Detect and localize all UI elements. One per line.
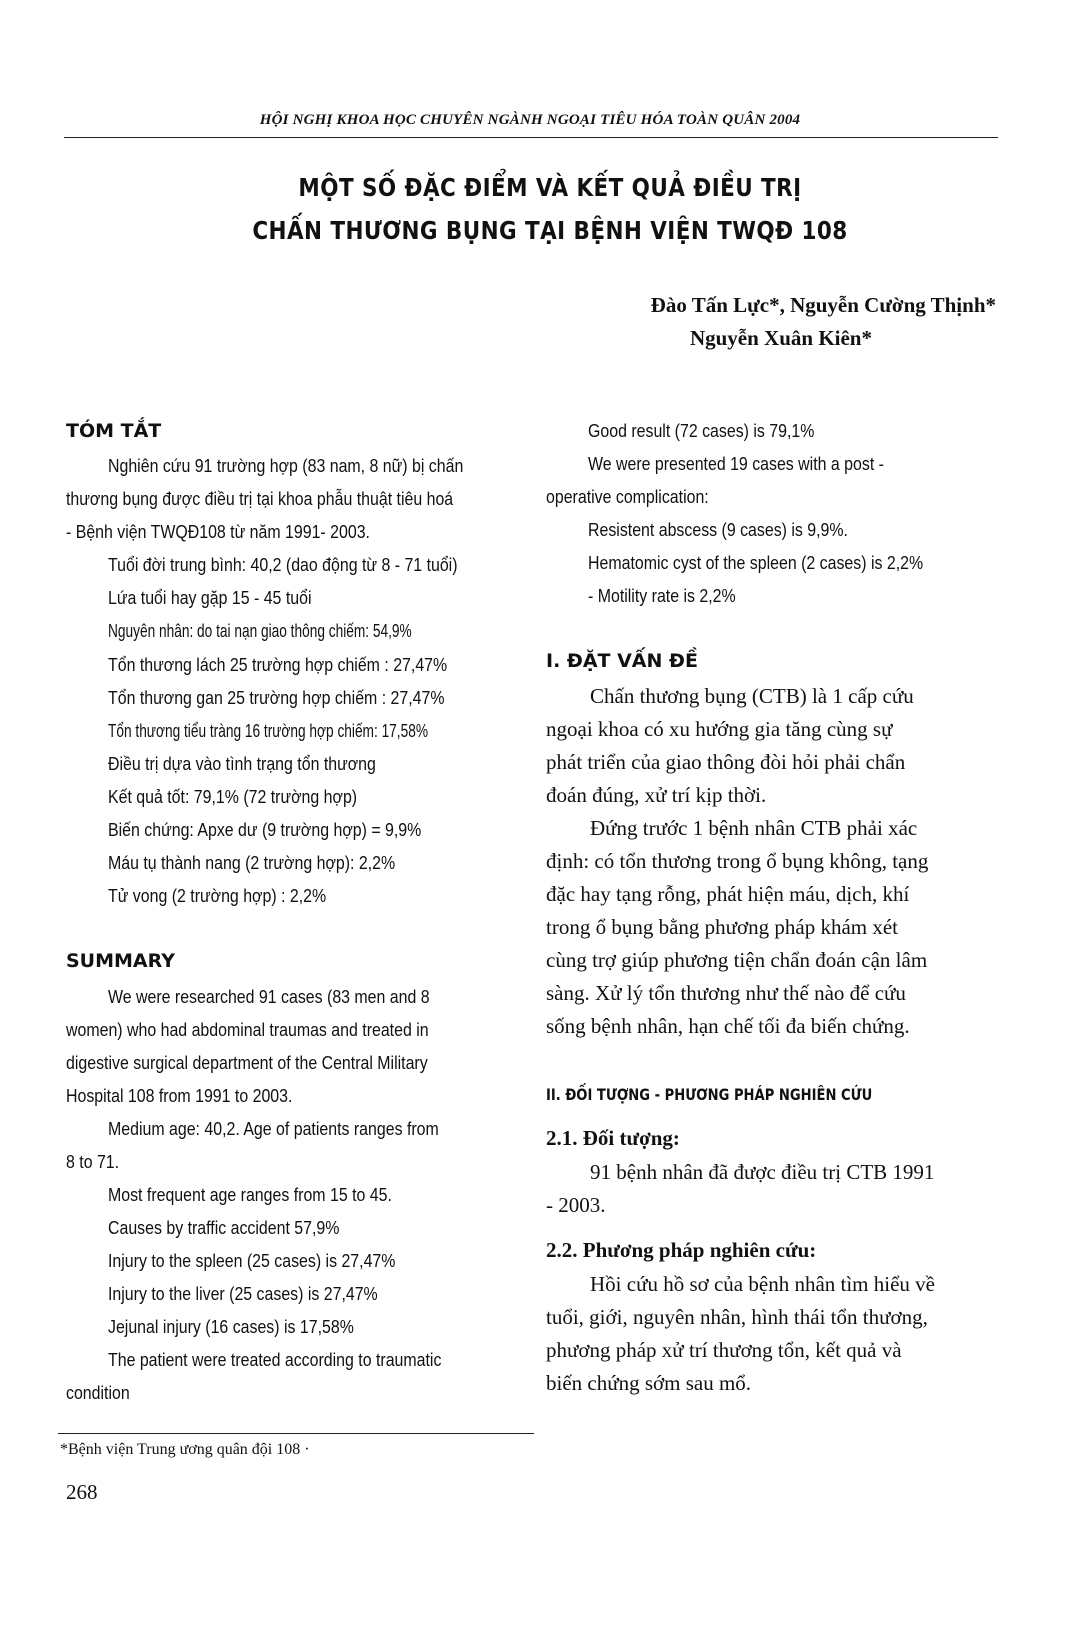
footnote: *Bệnh viện Trung ương quân đội 108 · <box>60 1441 310 1458</box>
tom-tat-line: Tổn thương tiểu tràng 16 trường hợp chiếm: 17,58% <box>108 720 429 741</box>
subsection-2-2-line: tuổi, giới, nguyên nhân, hình thái tổn thương, <box>546 1305 928 1329</box>
subsection-2-2-line: phương pháp xử trí thương tổn, kết quả và <box>546 1338 902 1362</box>
title-line-1: MỘT SỐ ĐẶC ĐIỂM VÀ KẾT QUẢ ĐIỀU TRỊ <box>298 173 802 202</box>
subsection-2-2-line: Hồi cứu hồ sơ của bệnh nhân tìm hiểu về <box>590 1272 935 1296</box>
section1-heading: I. ĐẶT VẤN ĐỀ <box>546 650 698 672</box>
summary-line: Medium age: 40,2. Age of patients ranges from <box>108 1118 439 1139</box>
summary-line: Injury to the liver (25 cases) is 27,47% <box>108 1283 378 1304</box>
tom-tat-line: Tổn thương lách 25 trường hợp chiếm : 27,47% <box>108 654 448 675</box>
running-head: HỘI NGHỊ KHOA HỌC CHUYÊN NGÀNH NGOẠI TIÊU HÓA TOÀN QUÂN 2004 <box>259 112 801 128</box>
summary-line: condition <box>66 1382 130 1403</box>
section1-line: sống bệnh nhân, hạn chế tối đa biến chứng. <box>546 1014 910 1038</box>
subsection-2-1-line: - 2003. <box>546 1193 606 1217</box>
tom-tat-heading: TÓM TẮT <box>66 420 162 442</box>
title-line-2: CHẤN THƯƠNG BỤNG TẠI BỆNH VIỆN TWQĐ 108 <box>252 216 848 245</box>
section1-line: đoán đúng, xử trí kịp thời. <box>546 783 767 807</box>
tom-tat-line: Tử vong (2 trường hợp) : 2,2% <box>108 885 327 906</box>
summary-line: women) who had abdominal traumas and treated in <box>66 1019 429 1040</box>
tom-tat-line: Máu tụ thành nang (2 trường hợp): 2,2% <box>108 852 396 873</box>
summary-right-line: Hematomic cyst of the spleen (2 cases) is 2,2% <box>588 552 924 573</box>
summary-line: Causes by traffic accident 57,9% <box>108 1217 340 1238</box>
summary-line: Jejunal injury (16 cases) is 17,58% <box>108 1316 354 1337</box>
section2-heading: II. ĐỐI TƯỢNG - PHƯƠNG PHÁP NGHIÊN CỨU <box>546 1085 873 1104</box>
section1-line: trong ổ bụng bằng phương pháp khám xét <box>546 915 899 939</box>
tom-tat-line: Biến chứng: Apxe dư (9 trường hợp) = 9,9% <box>108 819 422 840</box>
summary-right-line: operative complication: <box>546 486 709 507</box>
section1-line: phát triển của giao thông đòi hỏi phải chẩn <box>546 750 906 774</box>
tom-tat-line: Điều trị dựa vào tình trạng tổn thương <box>108 753 376 774</box>
summary-line: Injury to the spleen (25 cases) is 27,47% <box>108 1250 396 1271</box>
subsection-2-2-line: biến chứng sớm sau mổ. <box>546 1371 752 1395</box>
summary-line: digestive surgical department of the Central Military <box>66 1052 428 1073</box>
tom-tat-line: Tổn thương gan 25 trường hợp chiếm : 27,47% <box>108 687 445 708</box>
summary-right-line: We were presented 19 cases with a post - <box>588 453 884 474</box>
subsection-2-2-heading: 2.2. Phương pháp nghiên cứu: <box>546 1238 817 1262</box>
summary-line: 8 to 71. <box>66 1151 120 1172</box>
summary-right-line: - Motility rate is 2,2% <box>588 585 736 606</box>
tom-tat-line: thương bụng được điều trị tại khoa phẫu thuật tiêu hoá <box>66 488 454 509</box>
subsection-2-1-heading: 2.1. Đối tượng: <box>546 1126 680 1150</box>
summary-line: The patient were treated according to traumatic <box>108 1349 442 1370</box>
footnote-rule <box>58 1433 534 1434</box>
section1-line: Chấn thương bụng (CTB) là 1 cấp cứu <box>590 684 914 708</box>
section1-line: cùng trợ giúp phương tiện chẩn đoán cận lâm <box>546 948 928 972</box>
summary-heading: SUMMARY <box>66 950 175 972</box>
summary-line: We were researched 91 cases (83 men and 8 <box>108 986 430 1007</box>
tom-tat-line: Nguyên nhân: do tai nạn giao thông chiếm: 54,9% <box>108 620 412 641</box>
page-number: 268 <box>66 1480 98 1504</box>
section1-line: đặc hay tạng rỗng, phát hiện máu, dịch, khí <box>546 882 910 906</box>
tom-tat-line: - Bệnh viện TWQĐ108 từ năm 1991- 2003. <box>66 521 370 542</box>
summary-line: Hospital 108 from 1991 to 2003. <box>66 1085 293 1106</box>
tom-tat-line: Lứa tuổi hay gặp 15 - 45 tuổi <box>108 587 312 608</box>
section1-line: sàng. Xử lý tổn thương như thế nào để cứu <box>546 981 906 1005</box>
header-rule <box>64 137 998 138</box>
summary-right-line: Good result (72 cases) is 79,1% <box>588 420 815 441</box>
section1-line: Đứng trước 1 bệnh nhân CTB phải xác <box>590 816 918 840</box>
section1-line: ngoại khoa có xu hướng gia tăng cùng sự <box>546 717 893 741</box>
summary-line: Most frequent age ranges from 15 to 45. <box>108 1184 392 1205</box>
tom-tat-line: Kết quả tốt: 79,1% (72 trường hợp) <box>108 786 358 807</box>
section1-line: định: có tổn thương trong ổ bụng không, tạng <box>546 849 929 873</box>
subsection-2-1-line: 91 bệnh nhân đã được điều trị CTB 1991 <box>590 1160 935 1184</box>
tom-tat-line: Nghiên cứu 91 trường hợp (83 nam, 8 nữ) bị chấn <box>108 455 464 476</box>
tom-tat-line: Tuổi đời trung bình: 40,2 (dao động từ 8 - 71 tuổi) <box>108 554 458 575</box>
summary-right-line: Resistent abscess (9 cases) is 9,9%. <box>588 519 848 540</box>
authors-line-1: Đào Tấn Lực*, Nguyễn Cường Thịnh* <box>650 293 996 317</box>
authors-line-2: Nguyễn Xuân Kiên* <box>689 326 872 350</box>
